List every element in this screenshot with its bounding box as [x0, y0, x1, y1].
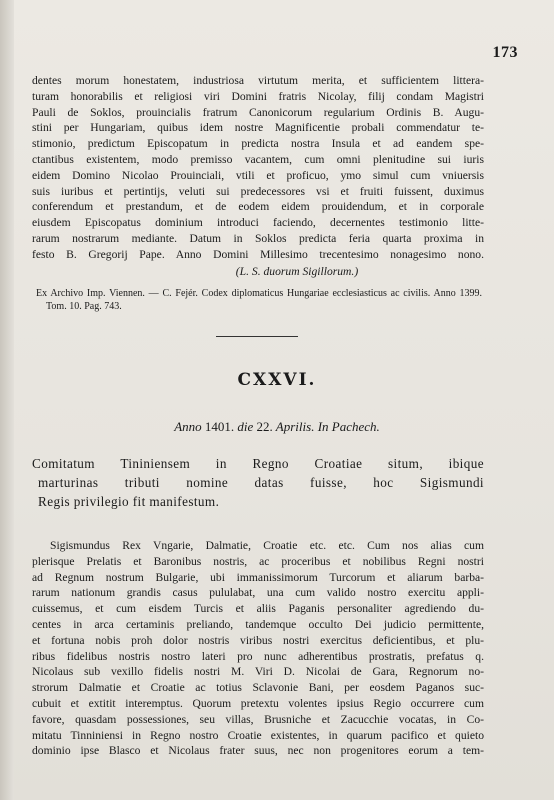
text-line: rarum nationum grandis casus pululabat, una cum valido nostro exercitu appli- — [32, 586, 484, 600]
text-line: dentes morum honestatem, industriosa virtutum merita, et sufficientem littera- — [32, 74, 484, 87]
text-line: eidem Domino Nicolao Prouinciali, vtili et proficuo, ymo simul cum vniuersis — [32, 168, 484, 182]
document-number: CXXVI. — [237, 370, 317, 390]
text-line: centes in arca certaminis preliando, tandemque occulto Dei judicio permittente, — [32, 617, 484, 631]
text-line: mitatu Tinniniensi in Regno nostro Croatie existentes, in quarum pacifico et quieto — [32, 728, 484, 742]
text-line: conferendum et prestandum, et de eodem eidem prouidendum, et in corporale — [32, 200, 484, 214]
summary-line: Regis privilegio fit manifestum. — [38, 494, 220, 509]
text-line: et fortuna nobis proh dolor nostris viribus nostri exercitus deficientibus, et plu- — [32, 633, 484, 647]
text-line: stini per Hungariam, quibus idem nostre Magnificentie probali commendatur te- — [32, 121, 484, 135]
text-line: Pauli de Soklos, prouincialis fratrum Canonicorum regularium Ordinis B. Augu- — [32, 105, 484, 119]
source-line: Ex Archivo Imp. Viennen. — C. Fejér. Codex diplomaticus Hungariae ecclesiasticus ac civilis. Anno 1399. — [36, 288, 482, 299]
summary-line: Comitatum Tininiensem in Regno Croatiae situm, ibique — [32, 456, 484, 471]
page-number: 173 — [492, 44, 518, 61]
text-line: plerisque Prelatis et Baronibus nostris, ac proceribus et nobilibus Regni nostri — [32, 554, 484, 568]
dateline-die: die — [237, 419, 254, 434]
text-line: ribus fidelibus nostris nostro lateri pro nunc adherentibus prostratis, prefatus q. — [32, 649, 484, 663]
text-line: eiusdem Episcopatus dominium introduci faciendo, decernentes testimonio litte- — [32, 216, 484, 230]
text-line: ad Regnum nostrum Bulgarie, ubi immanissimorum Turcorum et aliarum barba- — [32, 570, 484, 584]
source-citation — [36, 287, 482, 313]
text-line: ctantibus existentem, modo premisso vacantem, cum omni plenitudine sui iuris — [32, 152, 484, 166]
section-divider — [216, 336, 298, 337]
text-line: Sigismundus Rex Vngarie, Dalmatie, Croatie etc. etc. Cum nos alias cum — [50, 539, 484, 552]
dateline-day: 22. — [256, 419, 273, 434]
dateline-anno: Anno — [174, 419, 202, 434]
text-line: turam honorabilis et religiosi viri Domini fratris Nicolay, filij condam Magistri — [32, 89, 484, 103]
source-line: Tom. 10. Pag. 743. — [46, 301, 122, 312]
dateline-month: Aprilis. — [275, 419, 315, 434]
text-line: stimonio, predictum Episcopatum in predicta nostra Insula et ad eandem spe- — [32, 137, 484, 151]
text-line: festo B. Gregorij Pape. Anno Domini Millesimo trecentesimo nonagesimo nono. — [32, 247, 484, 261]
document-summary — [32, 454, 484, 511]
text-line: Nicolaus sub vexillo fidelis nostri M. Viri D. Nicolai de Gara, Regnorum no- — [32, 665, 484, 679]
text-line: cuissemus, et cum eisdem Turcis et aliis Paganis personaliter agrediendo du- — [32, 602, 484, 616]
dateline-year: 1401. — [204, 419, 235, 434]
dateline-place: In Pachech. — [317, 419, 380, 434]
text-line: cubuit et extitit interemptus. Quorum pretextu volentes ipsius Regio occurrere cum — [32, 696, 484, 710]
summary-line: marturinas tributi nomine datas fuisse, hoc Sigismundi — [38, 475, 484, 490]
text-line: dominio ipse Blasco et Nicolaus frater suus, nec non progenitores eorum a tem- — [32, 744, 484, 758]
paragraph-continuation — [32, 73, 484, 263]
charter-text — [32, 538, 484, 759]
text-line: suis iuribus et pertintijs, veluti sui predecessores vsi et fruiti fuissent, duximus — [32, 184, 484, 198]
text-line: rarum nostrarum mediante. Datum in Soklos predicta feria quarta proxima in — [32, 231, 484, 245]
page-gutter-shadow — [0, 0, 14, 800]
text-line: strorum Dalmatie et Croatie ac totius Sclavonie Bani, per eosdem Paganos suc- — [32, 681, 484, 695]
seal-note: (L. S. duorum Sigillorum.) — [235, 265, 359, 278]
dateline — [0, 419, 554, 435]
text-line: favore, quasdam possessiones, seu villas, Brusniche et Zacucchie vocatas, in Co- — [32, 712, 484, 726]
